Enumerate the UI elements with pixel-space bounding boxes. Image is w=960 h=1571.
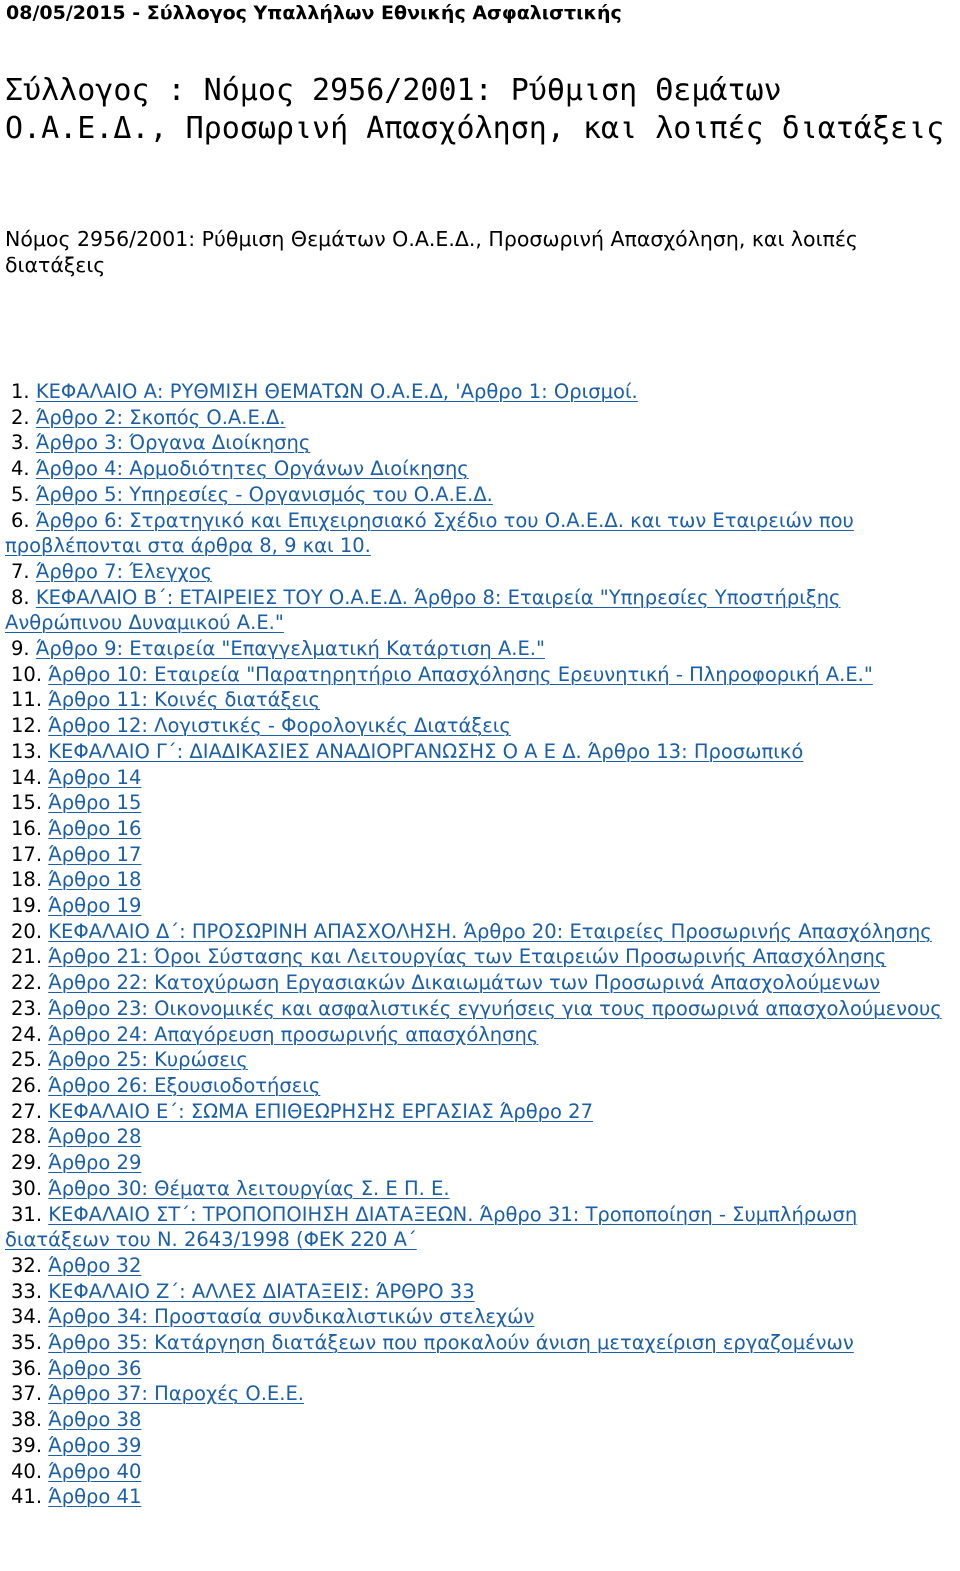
toc-item xyxy=(0,430,960,456)
toc-item-number: 32. xyxy=(11,1253,43,1277)
toc-item xyxy=(0,919,960,945)
toc-item-number: 15. xyxy=(11,791,43,815)
toc-item-number: 21. xyxy=(11,945,43,969)
toc-item xyxy=(0,970,960,996)
toc-item-link[interactable]: Άρθρο 4: Αρμοδιότητες Οργάνων Διοίκησης xyxy=(35,457,469,481)
toc-item-number: 7. xyxy=(11,559,30,583)
toc-item-link[interactable]: Άρθρο 40 xyxy=(48,1459,142,1483)
toc-item-number: 12. xyxy=(11,714,43,738)
toc-item-link[interactable]: ΚΕΦΑΛΑΙΟ Ζ΄: ΑΛΛΕΣ ΔΙΑΤΑΞΕΙΣ: ΆΡΘΡΟ 33 xyxy=(48,1279,475,1303)
toc-item xyxy=(0,456,960,482)
toc-item xyxy=(0,1330,960,1356)
toc-item-link[interactable]: Άρθρο 6: Στρατηγικό και Επιχειρησιακό Σχέδιο του Ο.Α.Ε.Δ. και των Εταιρειών που προβλέπονται στα άρθρα 8, 9 και 10. xyxy=(5,508,854,558)
toc-item xyxy=(0,816,960,842)
toc-item-link[interactable]: Άρθρο 11: Κοινές διατάξεις xyxy=(48,688,320,712)
toc-item xyxy=(0,1253,960,1279)
toc-item-number: 34. xyxy=(11,1305,43,1329)
toc-item-link[interactable]: Άρθρο 30: Θέματα λειτουργίας Σ. Ε Π. Ε. xyxy=(48,1176,450,1200)
toc-item xyxy=(0,1176,960,1202)
toc-item-number: 41. xyxy=(11,1485,43,1509)
toc-item-number: 4. xyxy=(11,457,30,481)
toc-item-number: 13. xyxy=(11,739,43,763)
toc-item-number: 25. xyxy=(11,1048,43,1072)
toc-item xyxy=(0,636,960,662)
toc-item xyxy=(0,1202,960,1253)
toc-item xyxy=(0,893,960,919)
toc-item xyxy=(0,842,960,868)
toc-item-link[interactable]: Άρθρο 3: Όργανα Διοίκησης xyxy=(35,431,311,455)
toc-item-link[interactable]: Άρθρο 25: Κυρώσεις xyxy=(48,1048,248,1072)
toc-item xyxy=(0,1356,960,1382)
toc-item-number: 1. xyxy=(11,380,30,403)
toc-item xyxy=(0,944,960,970)
toc-item-link[interactable]: Άρθρο 9: Εταιρεία "Επαγγελματική Κατάρτιση Α.Ε." xyxy=(35,637,545,661)
toc-item-link[interactable]: ΚΕΦΑΛΑΙΟ ΣΤ΄: ΤΡΟΠΟΠΟΙΗΣΗ ΔΙΑΤΑΞΕΩΝ. Άρθρο 31: Τροποποίηση - Συμπλήρωση διατάξεων του Ν. 2643/1998 (ΦΕΚ 220 Α΄ xyxy=(5,1202,858,1252)
toc-item-number: 20. xyxy=(11,919,43,943)
toc-item xyxy=(0,1279,960,1305)
toc-item xyxy=(0,1073,960,1099)
page-title: Σύλλογος : Νόμος 2956/2001: Ρύθμιση Θεμάτων Ο.Α.Ε.Δ., Προσωρινή Απασχόληση, και λοιπές διατάξεις xyxy=(5,73,945,146)
toc-item-number: 33. xyxy=(11,1279,43,1303)
toc-item xyxy=(0,687,960,713)
toc-item-number: 37. xyxy=(11,1382,43,1406)
toc-item-link[interactable]: Άρθρο 2: Σκοπός Ο.Α.Ε.Δ. xyxy=(35,405,286,429)
toc-item-number: 23. xyxy=(11,996,43,1020)
toc-item-number: 14. xyxy=(11,765,43,789)
toc-item-number: 36. xyxy=(11,1356,43,1380)
toc-item xyxy=(0,1459,960,1485)
toc-item-link[interactable]: Άρθρο 12: Λογιστικές - Φορολογικές Διατάξεις xyxy=(48,714,511,738)
toc-item-link[interactable]: Άρθρο 29 xyxy=(48,1151,142,1175)
toc-item xyxy=(0,996,960,1022)
toc-item-number: 26. xyxy=(11,1073,43,1097)
toc-item-number: 38. xyxy=(11,1408,43,1432)
toc-item-link[interactable]: Άρθρο 36 xyxy=(48,1356,142,1380)
toc-item-link[interactable]: Άρθρο 23: Οικονομικές και ασφαλιστικές εγγυήσεις για τους προσωρινά απασχολούμενους xyxy=(48,996,942,1020)
toc-item-number: 9. xyxy=(11,637,30,661)
toc-item-number: 24. xyxy=(11,1022,43,1046)
toc-item-number: 22. xyxy=(11,971,43,995)
toc-item-number: 5. xyxy=(11,482,30,506)
toc-item-number: 28. xyxy=(11,1125,43,1149)
toc-item-number: 27. xyxy=(11,1099,43,1123)
toc-item-link[interactable]: ΚΕΦΑΛΑΙΟ Β΄: ΕΤΑΙΡΕΙΕΣ ΤΟΥ Ο.Α.Ε.Δ. Άρθρο 8: Εταιρεία "Υπηρεσίες Υποστήριξης Ανθρώπινου Δυναμικού Α.Ε." xyxy=(5,585,841,635)
toc-item-link[interactable]: Άρθρο 17 xyxy=(48,842,142,866)
toc-item-number: 18. xyxy=(11,868,43,892)
toc-item-number: 19. xyxy=(11,894,43,918)
toc-item-link[interactable]: Άρθρο 38 xyxy=(48,1408,142,1432)
toc-item-number: 40. xyxy=(11,1459,43,1483)
toc-item-link[interactable]: Άρθρο 5: Υπηρεσίες - Οργανισμός του Ο.Α.Ε.Δ. xyxy=(35,482,493,506)
toc-item-link[interactable]: Άρθρο 39 xyxy=(48,1433,142,1457)
toc-item xyxy=(0,585,960,636)
toc-item xyxy=(0,1022,960,1048)
toc-item-link[interactable]: Άρθρο 32 xyxy=(48,1253,142,1277)
toc-item-number: 2. xyxy=(11,405,30,429)
toc-item xyxy=(0,1150,960,1176)
toc-item-link[interactable]: Άρθρο 16 xyxy=(48,816,142,840)
toc-item-link[interactable]: Άρθρο 34: Προστασία συνδικαλιστικών στελεχών xyxy=(48,1305,535,1329)
toc-item xyxy=(0,1304,960,1330)
toc-item xyxy=(0,1484,960,1510)
toc-item xyxy=(0,1047,960,1073)
toc-item xyxy=(0,559,960,585)
toc-item-number: 11. xyxy=(11,688,43,712)
toc-item xyxy=(0,765,960,791)
toc-item xyxy=(0,739,960,765)
toc-item-link[interactable]: ΚΕΦΑΛΑΙΟ Δ΄: ΠΡΟΣΩΡΙΝΗ ΑΠΑΣΧΟΛΗΣΗ. Άρθρο 20: Εταιρείες Προσωρινής Απασχόλησης xyxy=(48,919,932,943)
toc-item-link[interactable]: Άρθρο 35: Κατάργηση διατάξεων που προκαλούν άνιση μεταχείριση εργαζομένων xyxy=(48,1331,854,1355)
toc-item-number: 39. xyxy=(11,1433,43,1457)
toc-item-link[interactable]: Άρθρο 22: Κατοχύρωση Εργασιακών Δικαιωμάτων των Προσωρινά Απασχολούμενων xyxy=(48,971,881,995)
toc-item-number: 29. xyxy=(11,1151,43,1175)
toc-item-number: 10. xyxy=(11,662,43,686)
toc-item xyxy=(0,405,960,431)
toc-item-link[interactable]: Άρθρο 7: Έλεγχος xyxy=(35,559,213,583)
toc-item xyxy=(0,662,960,688)
toc-item-link[interactable]: Άρθρο 10: Εταιρεία "Παρατηρητήριο Απασχόλησης Ερευνητική - Πληροφορική Α.Ε." xyxy=(48,662,873,686)
toc-item xyxy=(0,1381,960,1407)
toc-item-link[interactable]: ΚΕΦΑΛΑΙΟ Γ΄: ΔΙΑΔΙΚΑΣΙΕΣ ΑΝΑΔΙΟΡΓΑΝΩΣΗΣ Ο Α Ε Δ. Άρθρο 13: Προσωπικό xyxy=(48,739,804,763)
toc-item xyxy=(0,1099,960,1125)
toc-item xyxy=(0,713,960,739)
toc-item-link[interactable]: Άρθρο 28 xyxy=(48,1125,142,1149)
toc-item-link[interactable]: Άρθρο 41 xyxy=(48,1485,142,1509)
article-subtitle: Νόμος 2956/2001: Ρύθμιση Θεμάτων Ο.Α.Ε.Δ., Προσωρινή Απασχόληση, και λοιπές διατάξεις xyxy=(5,227,858,277)
toc-item-number: 16. xyxy=(11,816,43,840)
toc-item-link[interactable]: Άρθρο 21: Όροι Σύστασης και Λειτουργίας των Εταιρειών Προσωρινής Απασχόλησης xyxy=(48,945,887,969)
toc-item-link[interactable]: ΚΕΦΑΛΑΙΟ Ε΄: ΣΩΜΑ ΕΠΙΘΕΩΡΗΣΗΣ ΕΡΓΑΣΙΑΣ Άρθρο 27 xyxy=(48,1099,593,1123)
toc-item xyxy=(0,1433,960,1459)
toc-item-number: 31. xyxy=(11,1202,43,1226)
toc-item xyxy=(0,1407,960,1433)
toc-item-number: 8. xyxy=(11,585,30,609)
toc-item xyxy=(0,1124,960,1150)
toc-item-link[interactable]: ΚΕΦΑΛΑΙΟ Α: ΡΥΘΜΙΣΗ ΘΕΜΑΤΩΝ Ο.Α.Ε.Δ, 'Αρθρο 1: Ορισμοί. xyxy=(35,380,638,403)
toc-item xyxy=(0,482,960,508)
toc-item-number: 6. xyxy=(11,508,30,532)
toc-item-number: 35. xyxy=(11,1331,43,1355)
toc-item-link[interactable]: Άρθρο 18 xyxy=(48,868,142,892)
toc-item-link[interactable]: Άρθρο 37: Παροχές Ο.Ε.Ε. xyxy=(48,1382,304,1406)
toc-item-link[interactable]: Άρθρο 24: Απαγόρευση προσωρινής απασχόλησης xyxy=(48,1022,539,1046)
toc-item-link[interactable]: Άρθρο 15 xyxy=(48,791,142,815)
toc-item-number: 3. xyxy=(11,431,30,455)
toc-item-link[interactable]: Άρθρο 26: Εξουσιοδοτήσεις xyxy=(48,1073,321,1097)
page-header-title: 08/05/2015 - Σύλλογος Υπαλλήλων Εθνικής Ασφαλιστικής xyxy=(6,2,622,24)
toc-item xyxy=(0,508,960,559)
toc-item xyxy=(0,867,960,893)
toc-item xyxy=(0,790,960,816)
toc-item-number: 17. xyxy=(11,842,43,866)
toc-item-link[interactable]: Άρθρο 14 xyxy=(48,765,142,789)
toc-item-link[interactable]: Άρθρο 19 xyxy=(48,894,142,918)
toc-item-number: 30. xyxy=(11,1176,43,1200)
table-of-contents xyxy=(0,379,960,1510)
toc-item xyxy=(0,379,960,405)
